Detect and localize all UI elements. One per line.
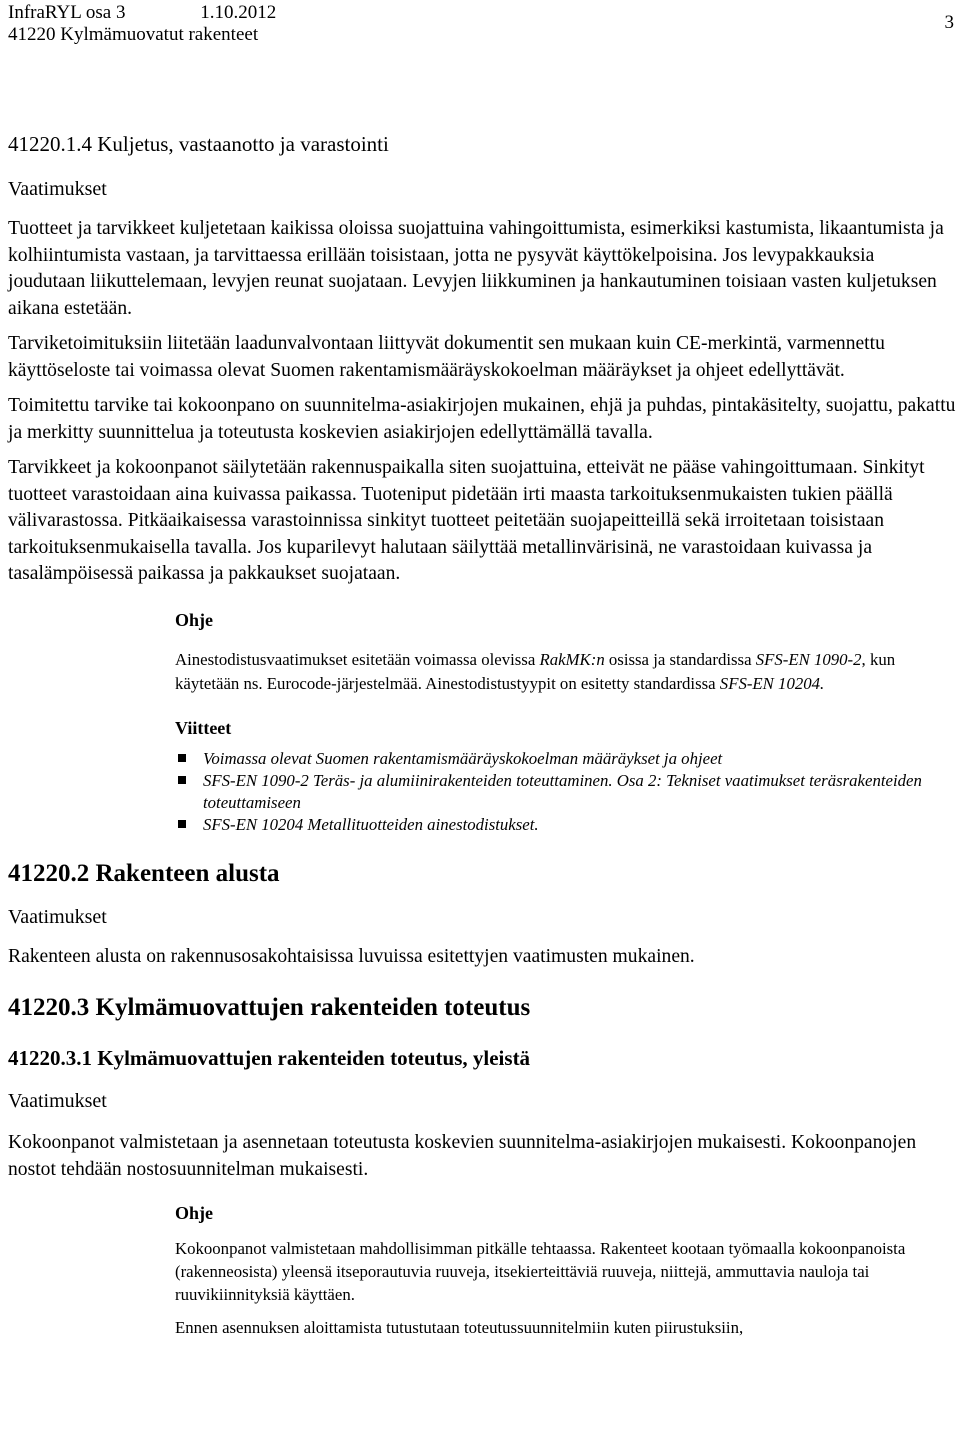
page-number: 3 — [944, 12, 954, 33]
guidance-standard-ref: SFS-EN 10204. — [719, 673, 825, 693]
guidance-standard-ref: SFS-EN 1090-2 — [755, 649, 862, 669]
paragraph: Tarvikkeet ja kokoonpanot säilytetään rakennuspaikalla siten suojattuina, etteivät ne pääse vahingoittumaan. Sinkityt tuotteet varastoidaan aina kuivassa paikassa. Tuoteniput pidetään irti maasta tarkoituksenmukaisten tukien päällä välivarastossa. Pitkäaikaisessa varastoinnissa sinkityt tuotteet peitetään suojapeitteillä sekä irroitetaan toisistaan tarkoituksenmukaisella tavalla. Jos kuparilevyt halutaan säilyttää metallinvärisinä, ne varastoidaan kuivassa ja tasalämpöisessä paikassa ja pakkaukset suojataan. — [8, 457, 925, 584]
section-heading-41220-2: 41220.2 Rakenteen alusta — [8, 859, 280, 887]
header-chapter: 41220 Kylmämuovatut rakenteet — [8, 24, 259, 45]
bullet-square-icon — [178, 820, 186, 828]
guidance-ref: RakMK:n — [539, 649, 605, 669]
guidance-text: Ainestodistusvaatimukset esitetään voimassa olevissa — [175, 649, 540, 669]
guidance-block — [175, 608, 945, 836]
references-list — [175, 748, 945, 836]
page-header — [8, 2, 276, 46]
paragraph: Tarviketoimituksiin liitetään laadunvalvontaan liittyvät dokumentit sen mukaan kuin CE-merkintä, varmennettu käyttöseloste tai voimassa olevat Suomen rakentamismääräyskokoelman määräykset ja ohjeet edellyttävät. — [8, 333, 885, 381]
guidance-text: osissa ja standardissa — [604, 649, 756, 669]
section-heading-41220-3-1: 41220.3.1 Kylmämuovattujen rakenteiden toteutus, yleistä — [8, 1046, 531, 1070]
paragraph: Tuotteet ja tarvikkeet kuljetetaan kaikissa oloissa suojattuina vahingoittumista, esimerkiksi kastumista, likaantumista ja kolhiintumista vastaan, ja tarvittaessa erillään toisistaan, jotta ne pysyvät käyttökelpoisina. Jos levypakkauksia joudutaan liikuttelemaan, levyjen reunat suojataan. Levyjen liikkuminen ja hankautuminen toisiaan vasten kuljetuksen aikana estetään. — [8, 218, 944, 319]
bullet-square-icon — [178, 776, 186, 784]
bullet-square-icon — [178, 754, 186, 762]
requirements-label: Vaatimukset — [8, 1090, 107, 1112]
guidance-text: , kun käytetään ns. Eurocode-järjestelmää. Ainestodistustyypit on esitetty standardissa — [175, 649, 896, 693]
reference-item — [175, 770, 945, 814]
document-body — [8, 130, 956, 1350]
guidance-block — [175, 1201, 945, 1340]
requirements-label: Vaatimukset — [8, 178, 107, 200]
reference-text: SFS-EN 10204 Metallituotteiden ainestodistukset. — [203, 814, 539, 834]
paragraph: Kokoonpanot valmistetaan ja asennetaan toteutusta koskevien suunnitelma-asiakirjojen mukaisesti. Kokoonpanojen nostot tehdään nostosuunnitelman mukaisesti. — [8, 1132, 917, 1180]
requirements-label: Vaatimukset — [8, 905, 107, 928]
paragraph: Toimitettu tarvike tai kokoonpano on suunnitelma-asiakirjojen mukainen, ehjä ja puhdas, pintakäsitelty, suojattu, pakattu ja merkitty suunnittelua ja toteutusta koskevien asiakirjojen edellyttämällä tavalla. — [8, 395, 956, 443]
references-label: Viitteet — [175, 717, 232, 738]
section-heading-41220-1-4: 41220.1.4 Kuljetus, vastaanotto ja varastointi — [8, 132, 389, 156]
guidance-paragraph: Ennen asennuksen aloittamista tutustutaan toteutussuunnitelmiin kuten piirustuksiin, — [175, 1318, 744, 1337]
guidance-label: Ohje — [175, 1203, 213, 1223]
header-series: InfraRYL osa 3 — [8, 2, 126, 23]
reference-text: Voimassa olevat Suomen rakentamismääräyskokoelman määräykset ja ohjeet — [203, 748, 723, 768]
header-date: 1.10.2012 — [200, 2, 277, 23]
reference-item — [175, 748, 945, 770]
guidance-label: Ohje — [175, 609, 213, 630]
section-heading-41220-3: 41220.3 Kylmämuovattujen rakenteiden toteutus — [8, 994, 531, 1021]
guidance-paragraph: Kokoonpanot valmistetaan mahdollisimman pitkälle tehtaassa. Rakenteet kootaan työmaalla kokoonpanoista (rakenneosista) yleensä itseporautuvia ruuveja, itsekierteittäviä ruuveja, niittejä, ammuttavia nauloja tai ruuvikiinnityksiä käyttäen. — [175, 1239, 906, 1304]
paragraph: Rakenteen alusta on rakennusosakohtaisissa luvuissa esitettyjen vaatimusten mukainen. — [8, 945, 695, 967]
reference-item — [175, 814, 945, 836]
guidance-paragraph — [175, 648, 945, 696]
reference-text: SFS-EN 1090-2 Teräs- ja alumiinirakenteiden toteuttaminen. Osa 2: Tekniset vaatimukset teräsrakenteiden toteuttamiseen — [203, 770, 922, 812]
